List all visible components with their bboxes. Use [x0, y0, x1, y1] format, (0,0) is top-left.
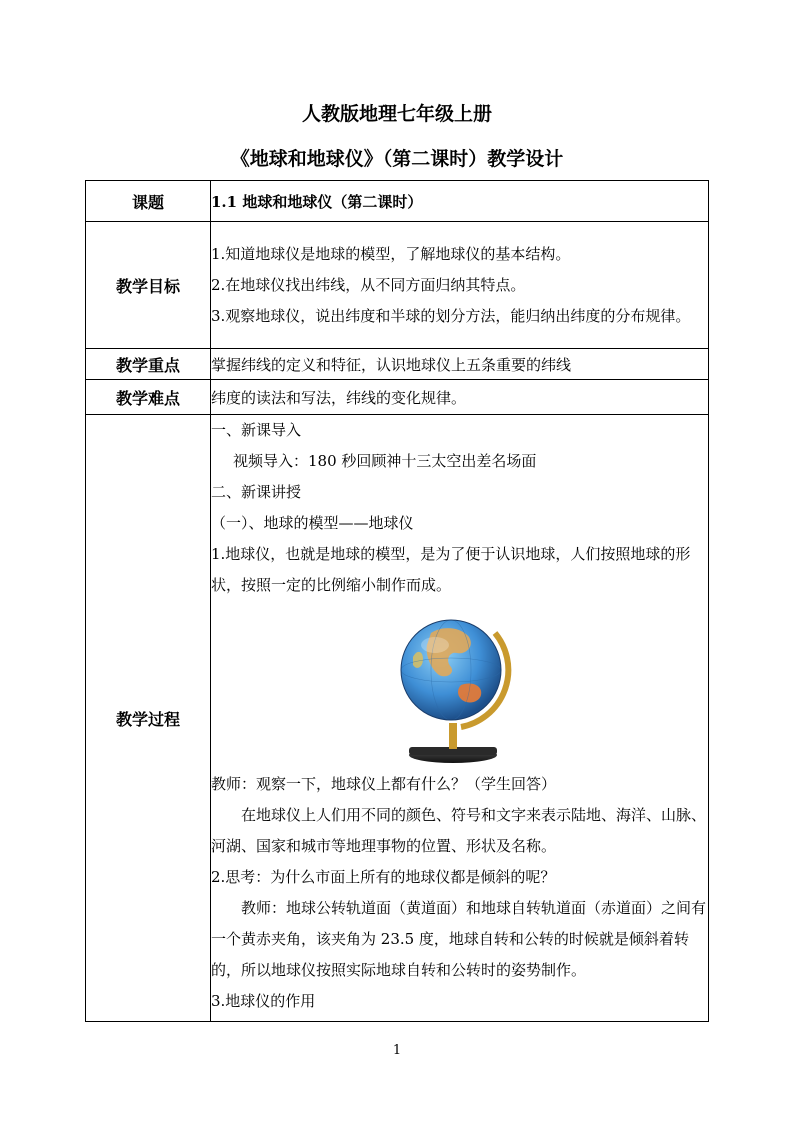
table-row-goals	[86, 222, 709, 349]
key-points-value: 掌握纬线的定义和特征，认识地球仪上五条重要的纬线	[211, 349, 709, 380]
difficulties-label: 教学难点	[86, 380, 211, 415]
goal-item: 3.观察地球仪，说出纬度和半球的划分方法，能归纳出纬度的分布规律。	[211, 306, 691, 325]
subsection-heading: （一）、地球的模型——地球仪	[211, 514, 414, 532]
table-row-topic	[86, 181, 709, 222]
key-points-label: 教学重点	[86, 349, 211, 380]
globe-image	[211, 601, 708, 769]
section-heading: 一、新课导入	[211, 421, 302, 439]
page-number: 1	[392, 1043, 402, 1058]
point-heading: 3.地球仪的作用	[211, 992, 316, 1010]
goal-item: 2.在地球仪找出纬线，从不同方面归纳其特点。	[211, 275, 526, 294]
table-row-key-points	[86, 349, 709, 380]
document-subtitle: 《地球和地球仪》（第二课时）教学设计	[230, 148, 564, 170]
video-intro: 视频导入：180 秒回顾神十三太空出差名场面	[233, 452, 537, 470]
table-row-difficulties	[86, 380, 709, 415]
paragraph: 1.地球仪，也就是地球的模型，是为了便于认识地球，人们按照地球的形状，按照一定的比例缩小制作而成。	[211, 545, 691, 594]
topic-label: 课题	[86, 181, 211, 222]
process-label: 教学过程	[86, 415, 211, 1022]
goals-content	[211, 222, 709, 349]
goals-label: 教学目标	[86, 222, 211, 349]
paragraph: 在地球仪上人们用不同的颜色、符号和文字来表示陆地、海洋、山脉、河湖、国家和城市等地理事物的位置、形状及名称。	[211, 806, 707, 855]
point-heading: 2.思考：为什么市面上所有的地球仪都是倾斜的呢？	[211, 868, 556, 886]
table-row-process	[86, 415, 709, 1022]
paragraph: 教师：地球公转轨道面（黄道面）和地球自转轨道面（赤道面）之间有一个黄赤夹角，该夹角为 23.5 度，地球自转和公转的时候就是倾斜着转的，所以地球仪按照实际地球自转和公转时的姿势制作。	[211, 899, 707, 979]
process-content	[211, 415, 709, 1022]
lesson-plan-table	[85, 180, 709, 1022]
difficulties-value: 纬度的读法和写法，纬线的变化规律。	[211, 380, 709, 415]
document-title: 人教版地理七年级上册	[301, 103, 492, 125]
section-heading: 二、新课讲授	[211, 483, 302, 501]
topic-value: 1.1 地球和地球仪（第二课时）	[211, 181, 709, 222]
teacher-question: 教师：观察一下，地球仪上都有什么？（学生回答）	[211, 775, 557, 793]
globe-icon	[391, 605, 521, 765]
goal-item: 1.知道地球仪是地球的模型，了解地球仪的基本结构。	[211, 244, 571, 263]
